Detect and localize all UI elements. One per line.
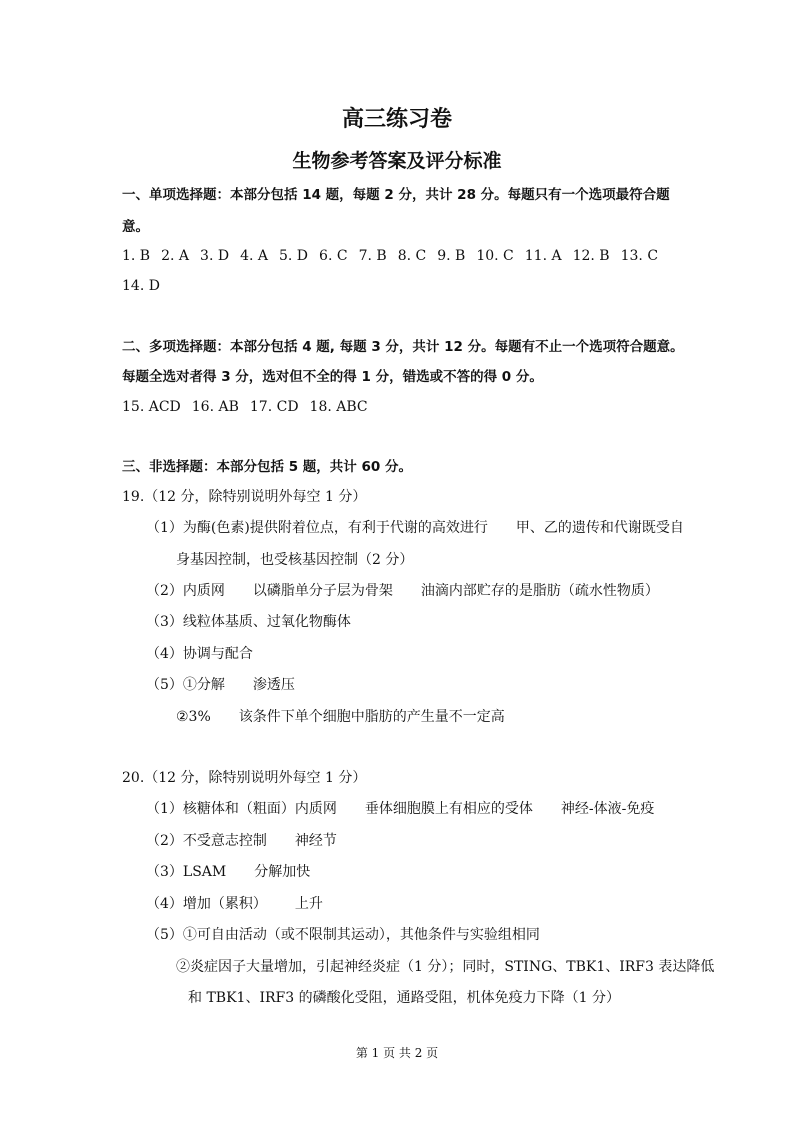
q20-a1-part1: （1）核糖体和（粗面）内质网	[146, 801, 337, 817]
q20-a4-part2: 上升	[294, 896, 323, 912]
q20-a3-part1: （3）LSAM	[146, 864, 227, 880]
section1-answers-row1	[122, 247, 669, 265]
answer-1: 1. B	[122, 248, 151, 264]
answer-4: 4. A	[240, 248, 268, 264]
q19-a2-part3: 油滴内部贮存的是脂肪（疏水性物质）	[420, 583, 659, 599]
q20-header: 20.（12 分，除特别说明外每空 1 分）	[122, 770, 367, 786]
answer-17: 17. CD	[249, 399, 299, 415]
answer-10: 10. C	[476, 248, 514, 264]
answer-7: 7. B	[358, 248, 387, 264]
q20-a1-part3: 神经-体液-免疫	[560, 801, 655, 817]
section2-answers	[122, 398, 379, 416]
q19-answer1-line1	[146, 519, 684, 537]
q20-a4-part1: （4）增加（累积）	[146, 896, 267, 912]
answer-11: 11. A	[524, 248, 562, 264]
answer-6: 6. C	[319, 248, 348, 264]
q20-answer1	[146, 800, 654, 818]
q19-answer4: （4）协调与配合	[146, 646, 253, 662]
answer-9: 9. B	[437, 248, 466, 264]
q19-answer5b	[176, 708, 505, 726]
q20-a2-part2: 神经节	[294, 833, 337, 849]
page-footer: 第 1 页 共 2 页	[355, 1046, 439, 1060]
q20-a1-part2: 垂体细胞膜上有相应的受体	[364, 801, 533, 817]
q19-header: 19.（12 分，除特别说明外每空 1 分）	[122, 489, 367, 505]
answer-2: 2. A	[161, 248, 190, 264]
answer-13: 13. C	[620, 248, 659, 264]
q20-answer2	[146, 832, 337, 850]
q19-a5b-part1: ②3%	[176, 709, 211, 725]
section1-heading-line2: 意。	[122, 219, 149, 235]
answer-16: 16. AB	[191, 399, 239, 415]
q20-answer5-line2: ②炎症因子大量增加，引起神经炎症（1 分）；同时，STING、TBK1、IRF3 表达降低	[176, 959, 715, 975]
q20-a2-part1: （2）不受意志控制	[146, 833, 267, 849]
section1-heading-line1: 一、单项选择题：本部分包括 14 题，每题 2 分，共计 28 分。每题只有一个选项最符合题	[122, 187, 670, 203]
q20-answer4	[146, 895, 323, 913]
answer-3: 3. D	[200, 248, 230, 264]
q19-a5-part2: 渗透压	[252, 677, 295, 693]
q19-a2-part1: （2）内质网	[146, 583, 225, 599]
q19-a5-part1: （5）①分解	[146, 677, 225, 693]
answer-12: 12. B	[572, 248, 610, 264]
q20-a3-part2: 分解加快	[254, 864, 311, 880]
q20-answer5-line3: 和 TBK1、IRF3 的磷酸化受阻，通路受阻，机体免疫力下降（1 分）	[188, 990, 620, 1006]
answer-15: 15. ACD	[122, 399, 181, 415]
q19-a1-part2: 甲、乙的遗传和代谢既受自	[515, 520, 684, 536]
q19-a1-part1: （1）为酶(色素)提供附着位点，有利于代谢的高效进行	[146, 520, 488, 536]
q20-answer5-line1: （5）①可自由活动（或不限制其运动），其他条件与实验组相同	[146, 927, 540, 943]
section3-heading: 三、非选择题：本部分包括 5 题，共计 60 分。	[122, 459, 412, 475]
q19-a5b-part2: 该条件下单个细胞中脂肪的产生量不一定高	[238, 709, 505, 725]
q19-answer5	[146, 676, 295, 694]
answer-18: 18. ABC	[309, 399, 368, 415]
q19-answer3: （3）线粒体基质、过氧化物酶体	[146, 614, 351, 630]
page-subtitle: 生物参考答案及评分标准	[292, 150, 502, 172]
q19-answer2	[146, 582, 659, 600]
page-title: 高三练习卷	[341, 107, 452, 132]
section2-heading-line1: 二、多项选择题：本部分包括 4 题, 每题 3 分，共计 12 分。每题有不止一个选项符合题意。	[122, 339, 684, 355]
q19-a2-part2: 以磷脂单分子层为骨架	[252, 583, 393, 599]
answer-5: 5. D	[279, 248, 309, 264]
section1-answers-row2	[122, 277, 171, 295]
section2-heading-line2: 每题全选对者得 3 分，选对但不全的得 1 分，错选或不答的得 0 分。	[122, 369, 543, 385]
answer-14: 14. D	[122, 278, 160, 294]
q19-answer1-line2: 身基因控制，也受核基因控制（2 分）	[176, 552, 414, 568]
answer-8: 8. C	[397, 248, 427, 264]
q20-answer3	[146, 863, 310, 881]
